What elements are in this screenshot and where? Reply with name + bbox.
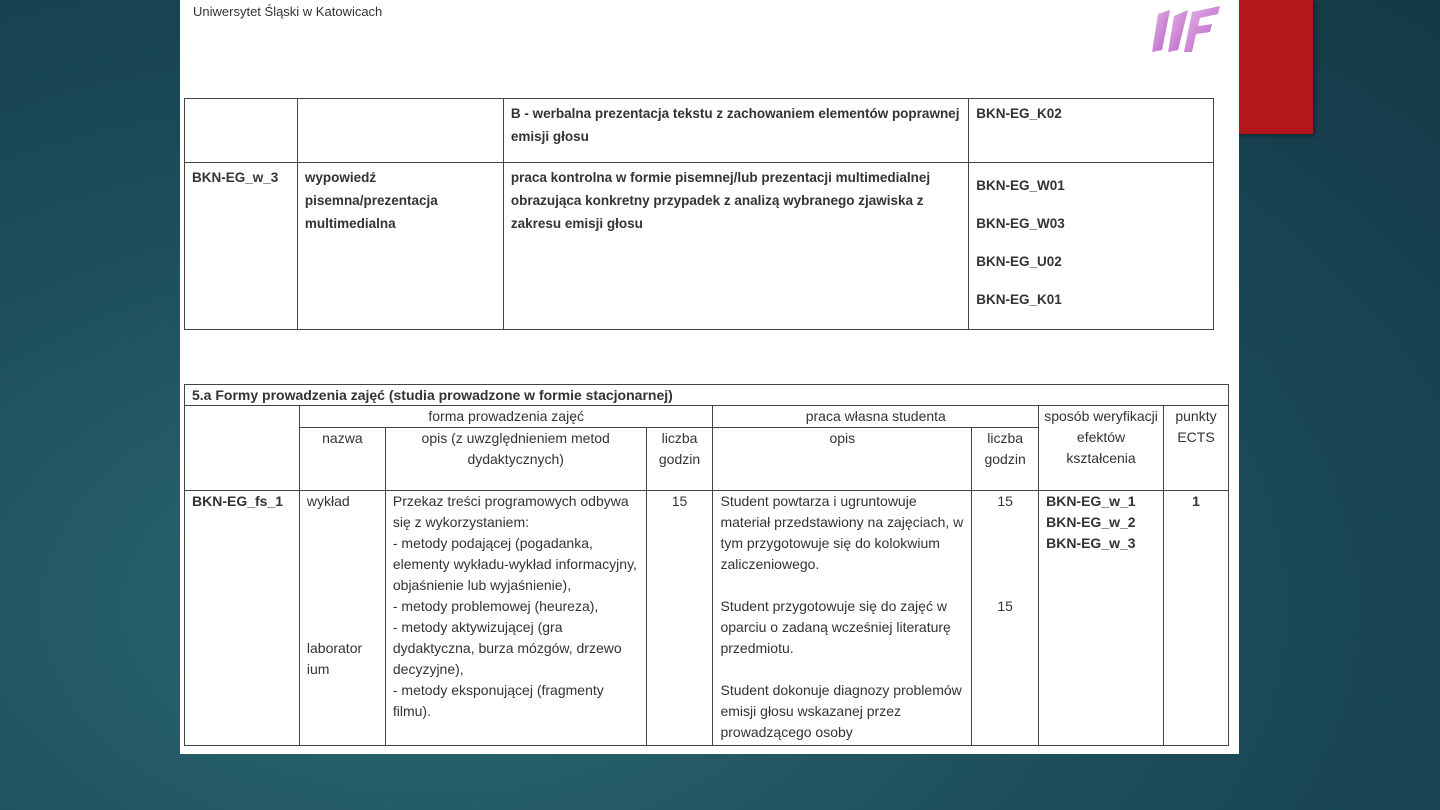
table-row: [185, 385, 1229, 406]
table-row: [185, 406, 1229, 428]
verification-code: BKN-EG_w_1: [1046, 493, 1136, 509]
university-logo-icon: [1148, 4, 1224, 54]
table-row: [185, 99, 1214, 163]
university-name: Uniwersytet Śląski w Katowicach: [193, 4, 383, 19]
self-work-item: Student przygotowuje się do zajęć w oparciu o zadaną wcześniej literaturę przedmiotu.: [720, 598, 951, 656]
table-cell: 15: [646, 491, 713, 746]
table-cell: [185, 406, 300, 491]
table-row: [185, 163, 1214, 330]
table-cell: wypowiedź pisemna/prezentacja multimedialna: [297, 163, 503, 330]
section-title: 5.a Formy prowadzenia zajęć (studia prowadzone w formie stacjonarnej): [185, 385, 1229, 406]
table-cell: [969, 99, 1214, 163]
form-name: laborator ium: [306, 640, 363, 677]
method-line: Przekaz treści programowych odbywa się z wykorzystaniem:: [392, 493, 629, 530]
method-line: - metody podającej (pogadanka, elementy wykładu-wykład informacyjny, objaśnienie lub wyjaśnienie),: [392, 535, 637, 593]
verification-code: BKN-EG_w_2: [1046, 514, 1136, 530]
column-header: punkty ECTS: [1163, 406, 1228, 491]
document-page: [180, 0, 1239, 754]
form-name: wykład: [306, 493, 350, 509]
hours-value: 15: [997, 598, 1013, 614]
column-header: liczba godzin: [646, 428, 713, 491]
column-header: opis: [713, 428, 972, 491]
effect-code: BKN-EG_K02: [976, 106, 1062, 121]
self-work-item: Student dokonuje diagnozy problemów emisji głosu wskazanej przez prowadzącego osoby: [720, 682, 962, 740]
table-cell: [385, 491, 646, 746]
column-group-header: forma prowadzenia zajęć: [299, 406, 713, 428]
table-cell: praca kontrolna w formie pisemnej/lub prezentacji multimedialnej obrazująca konkretny przypadek z analizą wybranego zjawiska z zakresu emisji głosu: [503, 163, 968, 330]
table-cell: BKN-EG_fs_1: [185, 491, 300, 746]
effect-code: BKN-EG_W03: [976, 216, 1065, 231]
table-cell: [297, 99, 503, 163]
method-line: - metody eksponującej (fragmenty filmu).: [392, 682, 604, 719]
table-cell: BKN-EG_w_3: [185, 163, 298, 330]
method-line: - metody aktywizującej (gra dydaktyczna, burza mózgów, drzewo decyzyjne),: [392, 619, 622, 677]
column-header: opis (z uwzględnieniem metod dydaktycznych): [385, 428, 646, 491]
table-cell: 1: [1163, 491, 1228, 746]
effect-code: BKN-EG_U02: [976, 254, 1062, 269]
table-row: [185, 491, 1229, 746]
table-cell: B - werbalna prezentacja tekstu z zachowaniem elementów poprawnej emisji głosu: [503, 99, 968, 163]
hours-value: 15: [997, 493, 1013, 509]
self-work-item: Student powtarza i ugruntowuje materiał przedstawiony na zajęciach, w tym przygotowuje się do kolokwium zaliczeniowego.: [720, 493, 964, 572]
table-cell: [1039, 491, 1164, 746]
effect-code: BKN-EG_W01: [976, 178, 1065, 193]
table-cell: [972, 491, 1039, 746]
column-header: nazwa: [299, 428, 385, 491]
class-forms-table: [184, 384, 1229, 746]
table-cell: [713, 491, 972, 746]
effect-code: BKN-EG_K01: [976, 292, 1062, 307]
table-cell: [969, 163, 1214, 330]
method-line: - metody problemowej (heureza),: [392, 598, 599, 614]
learning-effects-table: [184, 98, 1214, 330]
column-header: liczba godzin: [972, 428, 1039, 491]
verification-code: BKN-EG_w_3: [1046, 535, 1136, 551]
column-header: sposób weryfikacji efektów kształcenia: [1039, 406, 1164, 491]
table-cell: [185, 99, 298, 163]
table-cell: [299, 491, 385, 746]
column-group-header: praca własna studenta: [713, 406, 1039, 428]
